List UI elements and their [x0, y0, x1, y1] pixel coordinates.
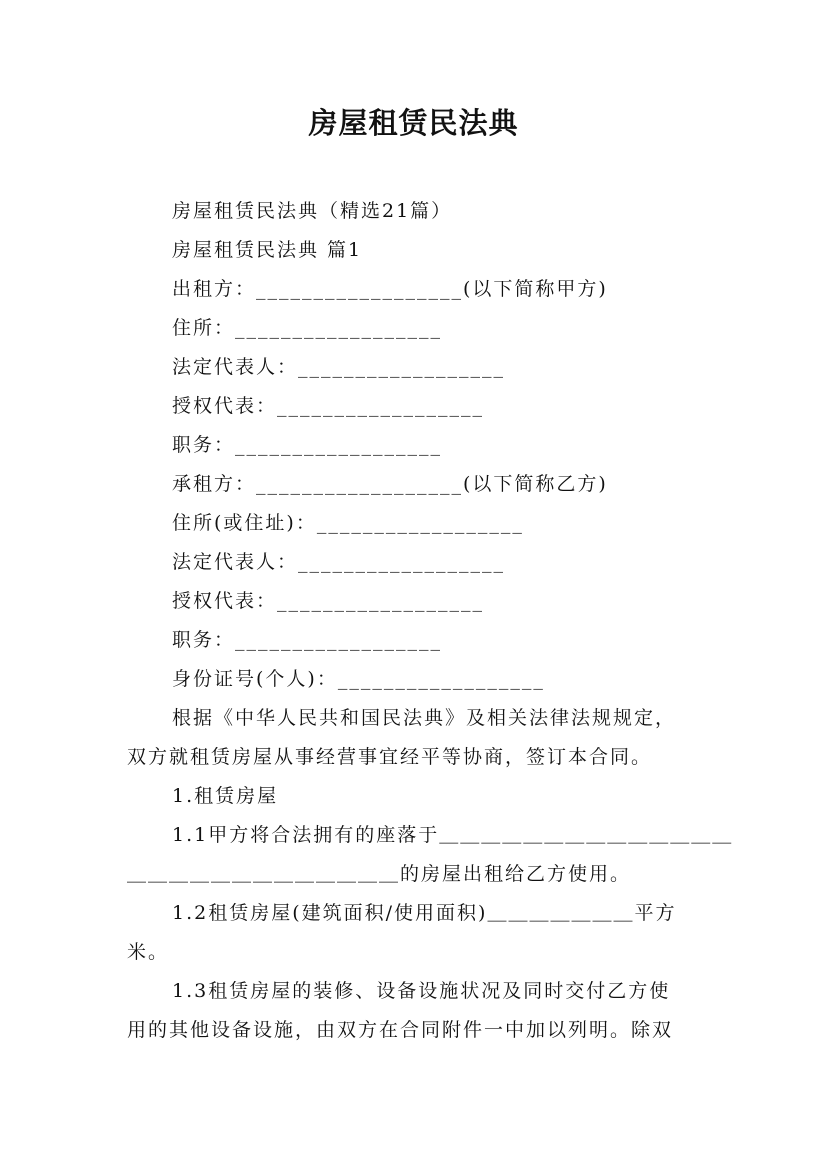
- lessor-legal-rep-line: 法定代表人：__________________: [172, 356, 506, 378]
- lessee-address-line: 住所(或住址)：__________________: [172, 512, 524, 534]
- lessor-address-line: 住所：__________________: [172, 317, 443, 339]
- lessee-position-line: 职务：__________________: [172, 629, 443, 651]
- section-heading: 房屋租赁民法典 篇1: [172, 239, 363, 261]
- lessor-position-line: 职务：__________________: [172, 434, 443, 456]
- lessor-line: 出租方：__________________(以下简称甲方): [172, 278, 608, 300]
- lessee-legal-rep-line: 法定代表人：__________________: [172, 551, 506, 573]
- paragraph-intro-line-1: 根据《中华人民共和国民法典》及相关法律法规规定，: [172, 707, 677, 729]
- id-number-line: 身份证号(个人)：__________________: [172, 668, 545, 690]
- document-title: 房屋租赁民法典: [308, 106, 519, 140]
- clause-1-3-line-2: 用的其他设备设施，由双方在合同附件一中加以列明。除双: [127, 1019, 674, 1041]
- lessor-authorized-rep-line: 授权代表：__________________: [172, 395, 485, 417]
- clause-1-3-line-1: 1.3租赁房屋的装修、设备设施状况及同时交付乙方使: [172, 980, 671, 1002]
- lessee-authorized-rep-line: 授权代表：__________________: [172, 590, 485, 612]
- clause-heading-1: 1.租赁房屋: [172, 785, 279, 807]
- paragraph-intro-line-2: 双方就租赁房屋从事经营事宜经平等协商，签订本合同。: [127, 746, 653, 768]
- clause-1-2-line-1: 1.2租赁房屋(建筑面积/使用面积)＿＿＿＿＿＿＿平方: [172, 902, 677, 924]
- clause-1-1-line-2: ＿＿＿＿＿＿＿＿＿＿＿＿＿的房屋出租给乙方使用。: [127, 863, 632, 885]
- clause-1-2-line-2: 米。: [127, 941, 170, 963]
- subtitle-line: 房屋租赁民法典（精选21篇）: [172, 200, 453, 222]
- clause-1-1-line-1: 1.1甲方将合法拥有的座落于＿＿＿＿＿＿＿＿＿＿＿＿＿＿: [172, 824, 734, 846]
- lessee-line: 承租方：__________________(以下简称乙方): [172, 473, 608, 495]
